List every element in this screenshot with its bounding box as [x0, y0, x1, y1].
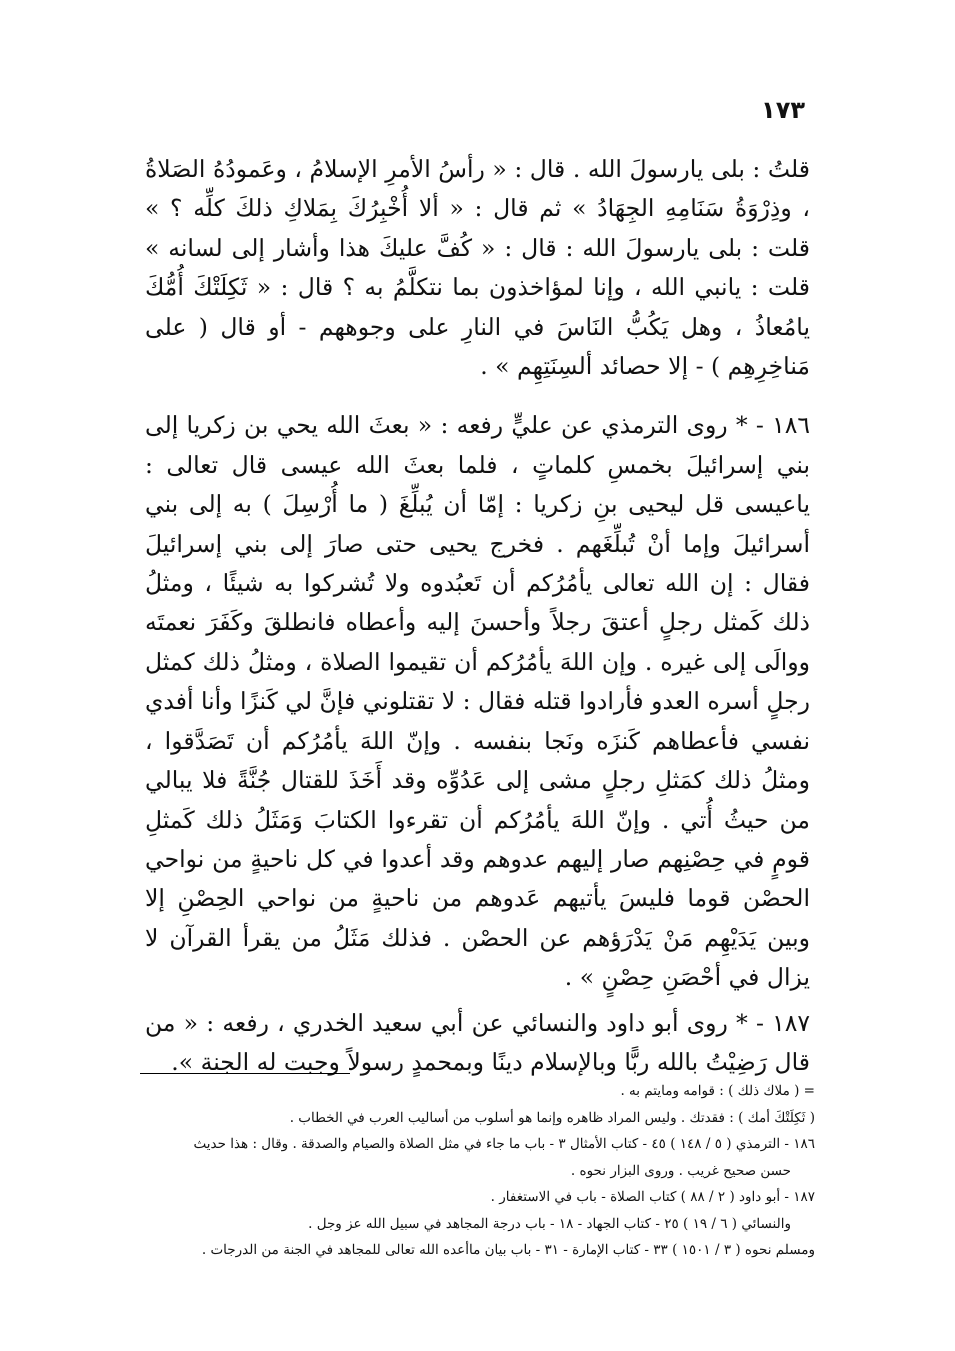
footnote-separator	[140, 1073, 350, 1074]
footnote-line: حسن صحيح غريب . وروى البزار نحوه .	[570, 1162, 791, 1179]
footnote-line: ١٨٧ - أبو داود ( ٢ / ٨٨ ) كتاب الصلاة - باب في الاستغفار .	[490, 1189, 815, 1205]
page-number: ١٧٣	[761, 96, 805, 124]
footnote-line: والنسائي ( ٦ / ١٩ ) ٢٥ - كتاب الجهاد - ١٨ - باب درجة المجاهد في سبيل الله عز وجل .	[308, 1215, 791, 1232]
main-text	[145, 150, 810, 1082]
footnotes	[140, 1078, 815, 1264]
footnote-line: = ( ملاك ذلك ) : قوامه ومايتم به .	[620, 1083, 815, 1099]
hadith-187: ١٨٧ - * روى أبو داود والنسائي عن أبي سعيد الخدري ، رفعه : « من قال رَضِيْتُ بالله ربًّا وبالإسلام دينًا وبمحمدٍ رسولاً وجبت له الجنة ».	[145, 1008, 810, 1076]
hadith-186: ١٨٦ - * روى الترمذي عن عليٍّ رفعه : « بعثَ الله يحي بن زكريا إلى بني إسرائيلَ بخمسِ كلماتٍ ، فلما بعثَ الله عيسى قال تعالى : ياعيسى قل ليحيى بنِ زكريا : إمّا أن يُبلِّغَ ( ما أُرْسِلَ ) به إلى بني أسرائيلَ وإما أنْ تُبلِّغَهم . فخرج يحيى حتى صارَ إلى بني إسرائيلَ فقال : إن الله تعالى يأمُرُكم أن تَعبُدوه ولا تُشركوا به شيئًا ، ومثلُ ذلك كَمثل رجلٍ أعتقَ رجلاً وأحسنَ إليه وأعطاه فانطلقَ وكَفَرَ نعمتَه ووالَى إلى غيره . وإن اللهَ يأمُرُكم أن تقيموا الصلاة ، ومثلُ ذلك كمثل رجلٍ أسره العدو فأرادوا قتله فقال : لا تقتلوني فإنَّ لي كَنزًا وأنا أفدي نفسي فأعطاهم كَنزَه ونَجا بنفسه . وإنّ اللهَ يأمُرُكم أن تَصَدَّقوا ، ومثلُ ذلك كمَثلِ رجلٍ مشى إلى عَدُوِّه وقد أَخَذَ للقتال جُنَّةً فلا يبالي من حيثُ أُتي . وإنّ اللهَ يأمُرُكم أن تقرءوا الكتابَ وَمَثَلُ ذلك كَمثلِ قومٍ في حِصْنِهم صار إليهم عدوهم وقد أعدوا في كل ناحيةٍ من نواحي الحصْن قوما فليسَ يأتيهم عَدوهم من ناحيةٍ من نواحي الحِصْنِ إلا وبين يَدَيْهِم مَنْ يَدْرَؤهم عن الحصْن . فذلك مَثَلُ من يقرأ القرآن لا يزال في أحْصَنِ حِصْنٍ » .	[145, 411, 810, 992]
footnote-line: ١٨٦ - الترمذي ( ٥ / ١٤٨ ) ٤٥ - كتاب الأمثال ٣ - باب ما جاء في مثل الصلاة والصيام والصدقة . وقال : هذا حديث	[193, 1136, 815, 1152]
footnote-line: ومسلم نحوه ( ٣ / ١٥٠١ ) ٣٣ - كتاب الإمارة - ٣١ - باب بيان ماأعده الله تعالى للمجاهد في الجنة من الدرجات .	[201, 1242, 815, 1258]
footnote-line: ( ثَكِلَتْكَ أمك ) : فقدتك . وليس المراد ظاهره وإنما هو أسلوب من أساليب العرب في الخطاب .	[289, 1109, 815, 1126]
paragraph-continuation: قلتُ : بلى يارسولَ الله . قال : « رأسُ الأمرِ الإسلامُ ، وعَمودُهُ الصَلاةُ ، وذِرْوَةُ سَنَامِهِ الجِهَادُ » ثم قال : « ألا أُخْبِرُكَ بِمَلاكِ ذلكَ كلِّه ؟ » قلت : بلى يارسولَ الله : قال : « كُفَّ عليكَ هذا وأشار إلى لسانه » قلت : يانبي الله ، وإنا لمؤاخذون بما نتكلَّمُ به ؟ قال : « ثَكِلَتْكَ أُمُّكَ يامُعاذُ ، وهل يَكُبُّ النَاسَ في النارِ على وجوههم - أو قال ( على مَناخِرِهِم ) - إلا حصائد ألسِنَتِهِم » .	[145, 155, 810, 381]
